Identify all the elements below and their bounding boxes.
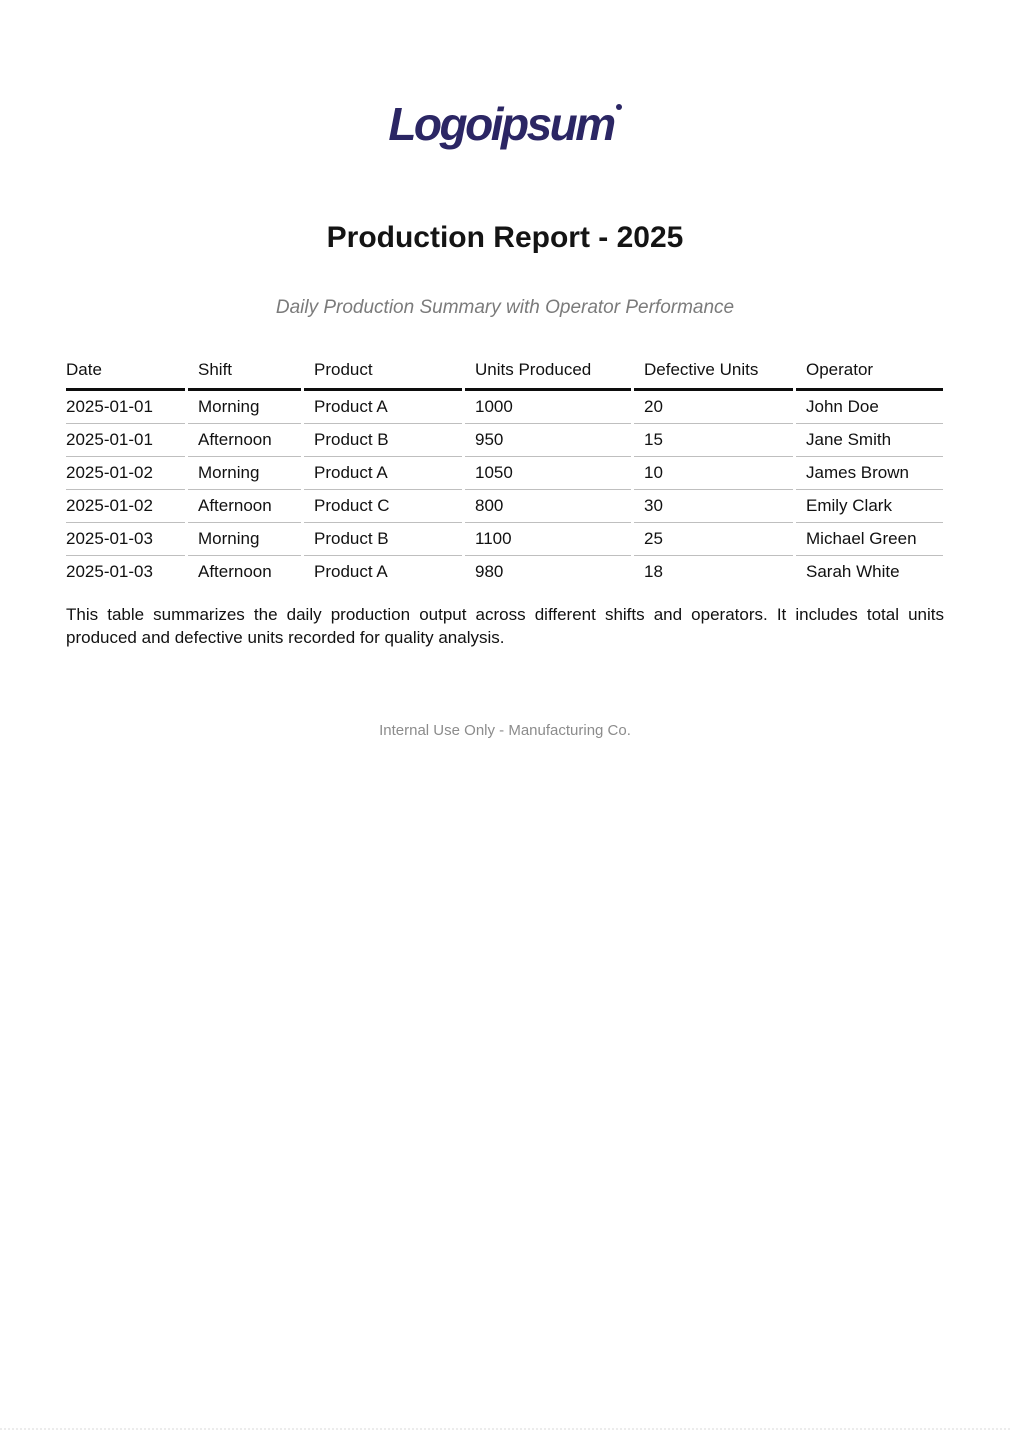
table-body bbox=[66, 391, 943, 588]
table-cell: 980 bbox=[475, 562, 504, 581]
table-cell: 2025-01-01 bbox=[66, 391, 185, 424]
table-cell: Product B bbox=[304, 424, 462, 457]
table-row bbox=[66, 457, 943, 490]
table-cell: Afternoon bbox=[188, 490, 301, 523]
logoipsum-logo bbox=[388, 96, 621, 152]
table-cell: 25 bbox=[634, 523, 793, 556]
logo-trademark-dot-icon bbox=[616, 104, 622, 110]
table-cell: 10 bbox=[634, 457, 793, 490]
logo-container bbox=[0, 0, 1010, 152]
footer-note: Internal Use Only - Manufacturing Co. bbox=[379, 722, 631, 739]
table-cell: 15 bbox=[634, 424, 793, 457]
report-content bbox=[0, 220, 1010, 741]
table-row bbox=[66, 490, 943, 523]
table-cell: Product C bbox=[304, 490, 462, 523]
table-cell: Morning bbox=[188, 457, 301, 490]
page-bottom-edge bbox=[0, 1428, 1010, 1430]
table-cell: Jane Smith bbox=[796, 424, 943, 457]
table-header-cell: Operator bbox=[796, 356, 943, 391]
production-table bbox=[63, 356, 946, 588]
table-header bbox=[66, 356, 943, 391]
page-subtitle: Daily Production Summary with Operator Performance bbox=[275, 297, 735, 318]
table-cell: 1000 bbox=[465, 391, 631, 424]
table-row bbox=[66, 556, 943, 588]
table-cell: Sarah White bbox=[806, 562, 900, 581]
table-cell: 1050 bbox=[465, 457, 631, 490]
table-cell: 2025-01-02 bbox=[66, 490, 185, 523]
table-cell: 2025-01-03 bbox=[66, 562, 153, 581]
table-cell: 1100 bbox=[465, 523, 631, 556]
table-cell: 2025-01-01 bbox=[66, 424, 185, 457]
table-cell: Product B bbox=[304, 523, 462, 556]
table-cell: 800 bbox=[465, 490, 631, 523]
table-cell: John Doe bbox=[796, 391, 943, 424]
table-cell: 30 bbox=[634, 490, 793, 523]
table-cell: 20 bbox=[634, 391, 793, 424]
table-header-row bbox=[66, 356, 943, 391]
table-cell: 950 bbox=[465, 424, 631, 457]
table-description: This table summarizes the daily production output across different shifts and operators. It includes total units produced and defective units recorded for quality analysis. bbox=[66, 605, 944, 647]
table-header-cell: Date bbox=[66, 356, 185, 391]
table-row bbox=[66, 424, 943, 457]
table-cell: Morning bbox=[188, 523, 301, 556]
table-cell: Emily Clark bbox=[796, 490, 943, 523]
table-header-cell: Defective Units bbox=[634, 356, 793, 391]
table-cell: James Brown bbox=[796, 457, 943, 490]
table-cell: 2025-01-03 bbox=[66, 523, 185, 556]
page-title: Production Report - 2025 bbox=[326, 221, 684, 254]
logo-text: Logoipsum bbox=[388, 98, 614, 150]
table-header-cell: Shift bbox=[188, 356, 301, 391]
table-header-cell: Product bbox=[304, 356, 462, 391]
table-cell: 2025-01-02 bbox=[66, 457, 185, 490]
table-cell: 18 bbox=[644, 562, 663, 581]
table-cell: Afternoon bbox=[188, 424, 301, 457]
table-cell: Product A bbox=[304, 457, 462, 490]
table-cell: Afternoon bbox=[198, 562, 272, 581]
table-row bbox=[66, 391, 943, 424]
table-row bbox=[66, 523, 943, 556]
table-cell: Morning bbox=[188, 391, 301, 424]
production-table-container bbox=[66, 356, 944, 588]
table-cell: Product A bbox=[304, 391, 462, 424]
table-cell: Michael Green bbox=[796, 523, 943, 556]
table-cell: Product A bbox=[314, 562, 388, 581]
table-header-cell: Units Produced bbox=[465, 356, 631, 391]
